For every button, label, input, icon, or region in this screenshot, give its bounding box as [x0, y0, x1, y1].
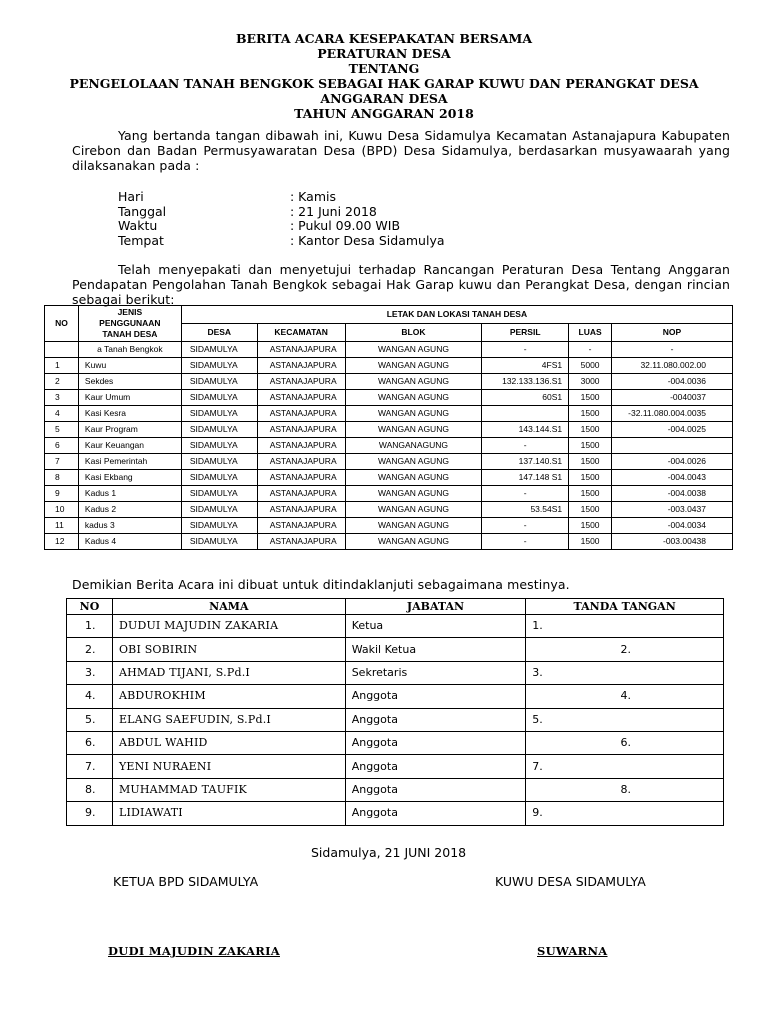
signer-jabatan: Anggota: [345, 755, 526, 778]
col-header-kecamatan: KECAMATAN: [257, 324, 345, 342]
table-row: [67, 778, 724, 801]
cell-jenis: Kadus 2: [78, 502, 181, 518]
cell-jenis: Kasi Ekbang: [78, 470, 181, 486]
cell-kecamatan: ASTANAJAPURA: [257, 470, 345, 486]
cell-luas: 1500: [569, 454, 612, 470]
signers-header-jabatan: JABATAN: [345, 599, 526, 615]
signer-nama: DUDUI MAJUDIN ZAKARIA: [112, 615, 345, 638]
table-row: [45, 486, 733, 502]
cell-luas: 1500: [569, 422, 612, 438]
cell-persil: -: [482, 342, 569, 358]
signer-nama: ABDUROKHIM: [112, 685, 345, 708]
meeting-row: [118, 234, 445, 249]
signer-no: 9.: [67, 802, 113, 825]
land-table: [44, 305, 733, 550]
cell-no: 10: [45, 502, 79, 518]
cell-luas: 1500: [569, 406, 612, 422]
meeting-label: Tanggal: [118, 203, 167, 219]
cell-blok: WANGAN AGUNG: [345, 486, 482, 502]
table-row: [45, 358, 733, 374]
cell-nop: -004.0025: [612, 422, 733, 438]
col-header-luas: LUAS: [569, 324, 612, 342]
cell-no: 8: [45, 470, 79, 486]
cell-blok: WANGAN AGUNG: [345, 502, 482, 518]
signer-jabatan: Anggota: [345, 685, 526, 708]
title-line-5: ANGGARAN DESA: [320, 91, 448, 106]
table-row: [67, 685, 724, 708]
cell-nop: -32.11.080.004.0035: [612, 406, 733, 422]
cell-persil: -: [482, 486, 569, 502]
cell-nop: -004.0036: [612, 374, 733, 390]
table-row: [45, 406, 733, 422]
meeting-value: : Kantor Desa Sidamulya: [290, 232, 445, 248]
signers-header-ttd: TANDA TANGAN: [526, 599, 724, 615]
title-line-6: TAHUN ANGGARAN 2018: [294, 106, 474, 121]
table-row: [45, 470, 733, 486]
cell-desa: SIDAMULYA: [181, 342, 257, 358]
table-row: [45, 502, 733, 518]
table-row: [67, 661, 724, 684]
meeting-value: : 21 Juni 2018: [290, 203, 377, 219]
cell-jenis: a Tanah Bengkok: [78, 342, 181, 358]
cell-nop: -003.00438: [612, 534, 733, 550]
meeting-label: Tempat: [118, 232, 164, 248]
cell-persil: 53.54S1: [482, 502, 569, 518]
cell-kecamatan: ASTANAJAPURA: [257, 342, 345, 358]
signers-table: [66, 598, 724, 826]
cell-desa: SIDAMULYA: [181, 518, 257, 534]
cell-kecamatan: ASTANAJAPURA: [257, 358, 345, 374]
cell-kecamatan: ASTANAJAPURA: [257, 502, 345, 518]
col-header-desa: DESA: [181, 324, 257, 342]
signer-jabatan: Anggota: [345, 731, 526, 754]
col-header-jenis: JENIS PENGGUNAAN TANAH DESA: [78, 306, 181, 342]
cell-persil: [482, 406, 569, 422]
table-row: [67, 708, 724, 731]
signer-no: 5.: [67, 708, 113, 731]
table-row: [67, 638, 724, 661]
table-row: [45, 518, 733, 534]
meeting-label: Waktu: [118, 218, 158, 233]
cell-no: 12: [45, 534, 79, 550]
cell-persil: -: [482, 534, 569, 550]
signer-ttd: 5.: [526, 708, 724, 731]
cell-no: 9: [45, 486, 79, 502]
agreement-paragraph: [72, 262, 730, 307]
cell-blok: WANGAN AGUNG: [345, 454, 482, 470]
cell-persil: 4FS1: [482, 358, 569, 374]
cell-jenis: Kasi Kesra: [78, 406, 181, 422]
signers-header-no: NO: [67, 599, 113, 615]
table-row: [45, 454, 733, 470]
cell-jenis: Kadus 4: [78, 534, 181, 550]
meeting-row: [118, 190, 445, 205]
cell-no: 4: [45, 406, 79, 422]
cell-luas: 3000: [569, 374, 612, 390]
cell-kecamatan: ASTANAJAPURA: [257, 454, 345, 470]
meeting-value: : Kamis: [290, 189, 336, 204]
cell-no: 2: [45, 374, 79, 390]
signers-table-body: [67, 615, 724, 826]
closing-paragraph: [72, 577, 730, 592]
signer-nama: OBI SOBIRIN: [112, 638, 345, 661]
cell-persil: 147.148 S1: [482, 470, 569, 486]
cell-no: 3: [45, 390, 79, 406]
cell-blok: WANGAN AGUNG: [345, 374, 482, 390]
cell-desa: SIDAMULYA: [181, 470, 257, 486]
cell-nop: -: [612, 342, 733, 358]
cell-no: 6: [45, 438, 79, 454]
cell-blok: WANGAN AGUNG: [345, 534, 482, 550]
cell-nop: 32.11.080.002.00: [612, 358, 733, 374]
cell-blok: WANGAN AGUNG: [345, 518, 482, 534]
meeting-row: [118, 219, 445, 234]
intro-paragraph: [72, 128, 730, 173]
signer-nama: ELANG SAEFUDIN, S.Pd.I: [112, 708, 345, 731]
cell-blok: WANGAN AGUNG: [345, 470, 482, 486]
cell-nop: -004.0038: [612, 486, 733, 502]
cell-kecamatan: ASTANAJAPURA: [257, 374, 345, 390]
title-line-2: PERATURAN DESA: [317, 46, 451, 61]
col-header-blok: BLOK: [345, 324, 482, 342]
signer-jabatan: Wakil Ketua: [345, 638, 526, 661]
cell-kecamatan: ASTANAJAPURA: [257, 438, 345, 454]
meeting-row: [118, 205, 445, 220]
cell-no: 11: [45, 518, 79, 534]
signer-nama: ABDUL WAHID: [112, 731, 345, 754]
meeting-label: Hari: [118, 189, 144, 204]
cell-nop: -004.0026: [612, 454, 733, 470]
meeting-info: [118, 190, 445, 248]
title-line-4: PENGELOLAAN TANAH BENGKOK SEBAGAI HAK GARAP KUWU DAN PERANGKAT DESA: [69, 76, 699, 91]
cell-kecamatan: ASTANAJAPURA: [257, 534, 345, 550]
cell-luas: 1500: [569, 438, 612, 454]
cell-kecamatan: ASTANAJAPURA: [257, 390, 345, 406]
signer-jabatan: Anggota: [345, 802, 526, 825]
cell-nop: -0040037: [612, 390, 733, 406]
cell-blok: WANGANAGUNG: [345, 438, 482, 454]
cell-nop: [612, 438, 733, 454]
col-header-letak: LETAK DAN LOKASI TANAH DESA: [181, 306, 732, 324]
cell-no: 7: [45, 454, 79, 470]
signer-ttd: 8.: [526, 778, 724, 801]
cell-desa: SIDAMULYA: [181, 390, 257, 406]
table-row: [45, 390, 733, 406]
signer-no: 8.: [67, 778, 113, 801]
cell-luas: -: [569, 342, 612, 358]
left-signature-name: DUDI MAJUDIN ZAKARIA: [108, 944, 280, 958]
col-header-persil: PERSIL: [482, 324, 569, 342]
signer-ttd: 9.: [526, 802, 724, 825]
cell-nop: -004.0043: [612, 470, 733, 486]
table-row: [45, 534, 733, 550]
title-line-1: BERITA ACARA KESEPAKATAN BERSAMA: [235, 31, 533, 46]
cell-desa: SIDAMULYA: [181, 534, 257, 550]
signer-nama: MUHAMMAD TAUFIK: [112, 778, 345, 801]
signer-no: 4.: [67, 685, 113, 708]
land-table-body: [45, 342, 733, 550]
table-row: [45, 342, 733, 358]
signer-ttd: 6.: [526, 731, 724, 754]
cell-persil: 132.133.136.S1: [482, 374, 569, 390]
table-row: [67, 802, 724, 825]
cell-luas: 1500: [569, 502, 612, 518]
signer-nama: LIDIAWATI: [112, 802, 345, 825]
signer-ttd: 1.: [526, 615, 724, 638]
table-row: [67, 755, 724, 778]
place-date: Sidamulya, 21 JUNI 2018: [311, 845, 467, 860]
cell-no: [45, 342, 79, 358]
document-title: [0, 31, 768, 121]
cell-luas: 1500: [569, 534, 612, 550]
cell-kecamatan: ASTANAJAPURA: [257, 486, 345, 502]
table-row: [45, 422, 733, 438]
cell-persil: 137.140.S1: [482, 454, 569, 470]
cell-persil: 60S1: [482, 390, 569, 406]
right-signature-title: KUWU DESA SIDAMULYA: [495, 874, 646, 889]
cell-no: 5: [45, 422, 79, 438]
cell-jenis: kadus 3: [78, 518, 181, 534]
cell-kecamatan: ASTANAJAPURA: [257, 406, 345, 422]
table-row: [67, 731, 724, 754]
cell-jenis: Kaur Program: [78, 422, 181, 438]
cell-jenis: Kadus 1: [78, 486, 181, 502]
cell-desa: SIDAMULYA: [181, 358, 257, 374]
col-header-no: NO: [45, 306, 79, 342]
signer-no: 1.: [67, 615, 113, 638]
col-header-nop: NOP: [612, 324, 733, 342]
signer-ttd: 4.: [526, 685, 724, 708]
cell-blok: WANGAN AGUNG: [345, 390, 482, 406]
intro-text: Yang bertanda tangan dibawah ini, Kuwu Desa Sidamulya Kecamatan Astanajapura Kabupaten Cirebon dan Badan Permusyawaratan Desa (BPD) Desa Sidamulya, berdasarkan musyawaarah yang dilaksanakan pada :: [72, 128, 730, 173]
signer-ttd: 2.: [526, 638, 724, 661]
signer-jabatan: Sekretaris: [345, 661, 526, 684]
cell-desa: SIDAMULYA: [181, 486, 257, 502]
cell-desa: SIDAMULYA: [181, 502, 257, 518]
cell-blok: WANGAN AGUNG: [345, 406, 482, 422]
cell-luas: 1500: [569, 486, 612, 502]
table-row: [67, 615, 724, 638]
cell-persil: -: [482, 438, 569, 454]
cell-blok: WANGAN AGUNG: [345, 358, 482, 374]
title-line-3: TENTANG: [348, 61, 420, 76]
cell-desa: SIDAMULYA: [181, 454, 257, 470]
cell-desa: SIDAMULYA: [181, 422, 257, 438]
cell-desa: SIDAMULYA: [181, 406, 257, 422]
signer-no: 6.: [67, 731, 113, 754]
left-signature-title: KETUA BPD SIDAMULYA: [113, 874, 259, 889]
cell-luas: 1500: [569, 390, 612, 406]
signer-nama: AHMAD TIJANI, S.Pd.I: [112, 661, 345, 684]
cell-nop: -004.0034: [612, 518, 733, 534]
signer-no: 3.: [67, 661, 113, 684]
signer-no: 2.: [67, 638, 113, 661]
table-row: [45, 438, 733, 454]
signer-jabatan: Ketua: [345, 615, 526, 638]
signer-nama: YENI NURAENI: [112, 755, 345, 778]
cell-kecamatan: ASTANAJAPURA: [257, 422, 345, 438]
cell-desa: SIDAMULYA: [181, 438, 257, 454]
cell-desa: SIDAMULYA: [181, 374, 257, 390]
right-signature-name: SUWARNA: [537, 944, 608, 958]
signer-ttd: 3.: [526, 661, 724, 684]
table-row: [45, 374, 733, 390]
cell-persil: -: [482, 518, 569, 534]
cell-blok: WANGAN AGUNG: [345, 342, 482, 358]
cell-luas: 1500: [569, 518, 612, 534]
cell-kecamatan: ASTANAJAPURA: [257, 518, 345, 534]
cell-luas: 5000: [569, 358, 612, 374]
cell-jenis: Kuwu: [78, 358, 181, 374]
signers-header-nama: NAMA: [112, 599, 345, 615]
cell-luas: 1500: [569, 470, 612, 486]
cell-persil: 143.144.S1: [482, 422, 569, 438]
cell-nop: -003.0437: [612, 502, 733, 518]
cell-no: 1: [45, 358, 79, 374]
closing-text: Demikian Berita Acara ini dibuat untuk ditindaklanjuti sebagaimana mestinya.: [72, 577, 570, 592]
cell-blok: WANGAN AGUNG: [345, 422, 482, 438]
agreement-text: Telah menyepakati dan menyetujui terhadap Rancangan Peraturan Desa Tentang Anggaran Pendapatan Pengolahan Tanah Bengkok sebagai Hak Garap kuwu dan Perangkat Desa, dengan rincian sebagai berikut:: [72, 262, 730, 307]
signer-ttd: 7.: [526, 755, 724, 778]
cell-jenis: Kaur Umum: [78, 390, 181, 406]
signer-jabatan: Anggota: [345, 778, 526, 801]
cell-jenis: Kaur Keuangan: [78, 438, 181, 454]
cell-jenis: Kasi Pemerintah: [78, 454, 181, 470]
signer-jabatan: Anggota: [345, 708, 526, 731]
meeting-value: : Pukul 09.00 WIB: [290, 218, 401, 233]
cell-jenis: Sekdes: [78, 374, 181, 390]
signer-no: 7.: [67, 755, 113, 778]
